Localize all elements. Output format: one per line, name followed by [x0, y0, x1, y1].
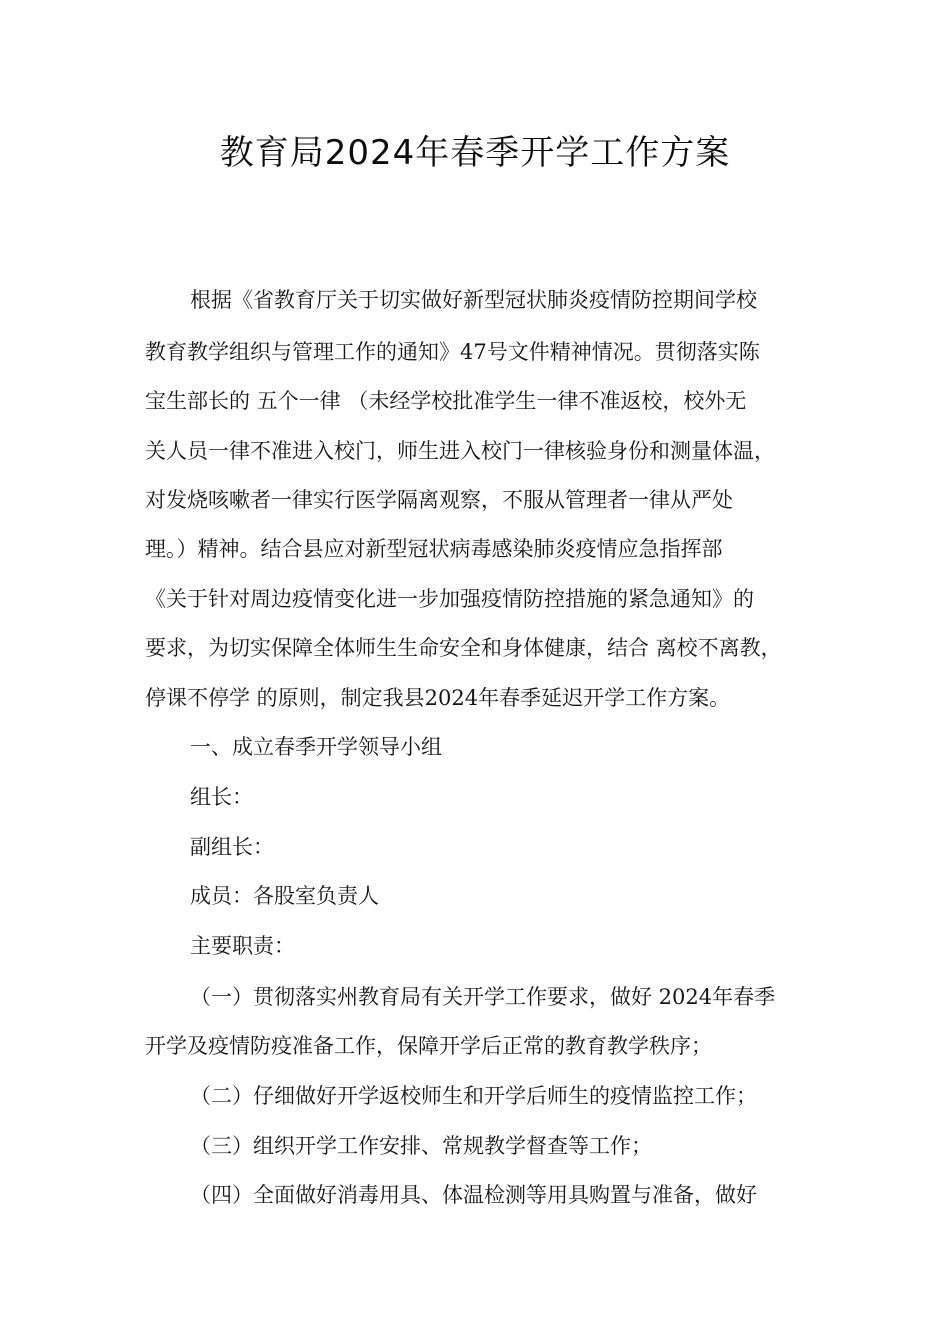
- body-line-5: 对发烧咳嗽者一律实行医学隔离观察，不服从管理者一律从严处: [145, 488, 733, 512]
- deputy-leader-label: 副组长：: [190, 835, 274, 859]
- document-title: 教育局2024年春季开学工作方案: [219, 133, 731, 173]
- body-line-3: 宝生部长的 五个一律 （未经学校批准学生一律不准返校，校外无: [145, 389, 747, 413]
- body-line-7: 《关于针对周边疫情变化进一步加强疫情防控措施的紧急通知》的: [145, 587, 754, 611]
- body-line-9: 停课不停学 的原则，制定我县2024年春季延迟开学工作方案。: [145, 686, 731, 710]
- duty-item-4-line-1: （四）全面做好消毒用具、体温检测等用具购置与准备，做好: [190, 1183, 757, 1207]
- body-line-8: 要求，为切实保障全体师生生命安全和身体健康，结合 离校不离教，: [145, 636, 782, 660]
- body-line-6: 理。）精神。结合县应对新型冠状病毒感染肺炎疫情应急指挥部: [145, 537, 723, 561]
- duties-heading: 主要职责：: [190, 934, 295, 958]
- members-line: 成员：各股室负责人: [190, 884, 379, 908]
- section-heading-1: 一、成立春季开学领导小组: [190, 735, 442, 759]
- leader-label: 组长：: [190, 785, 253, 809]
- duty-item-2: （二）仔细做好开学返校师生和开学后师生的疫情监控工作；: [190, 1084, 757, 1108]
- duty-item-1-line-1: （一）贯彻落实州教育局有关开学工作要求，做好 2024年春季: [190, 985, 776, 1009]
- body-line-4: 关人员一律不准进入校门，师生进入校门一律核验身份和测量体温，: [145, 439, 775, 463]
- body-line-2: 教育教学组织与管理工作的通知》47号文件精神情况。贯彻落实陈: [145, 340, 760, 364]
- duty-item-3: （三）组织开学工作安排、常规教学督查等工作；: [190, 1134, 652, 1158]
- duty-item-1-line-2: 开学及疫情防疫准备工作，保障开学后正常的教育教学秩序；: [145, 1034, 712, 1058]
- body-line-1: 根据《省教育厅关于切实做好新型冠状肺炎疫情防控期间学校: [190, 288, 757, 312]
